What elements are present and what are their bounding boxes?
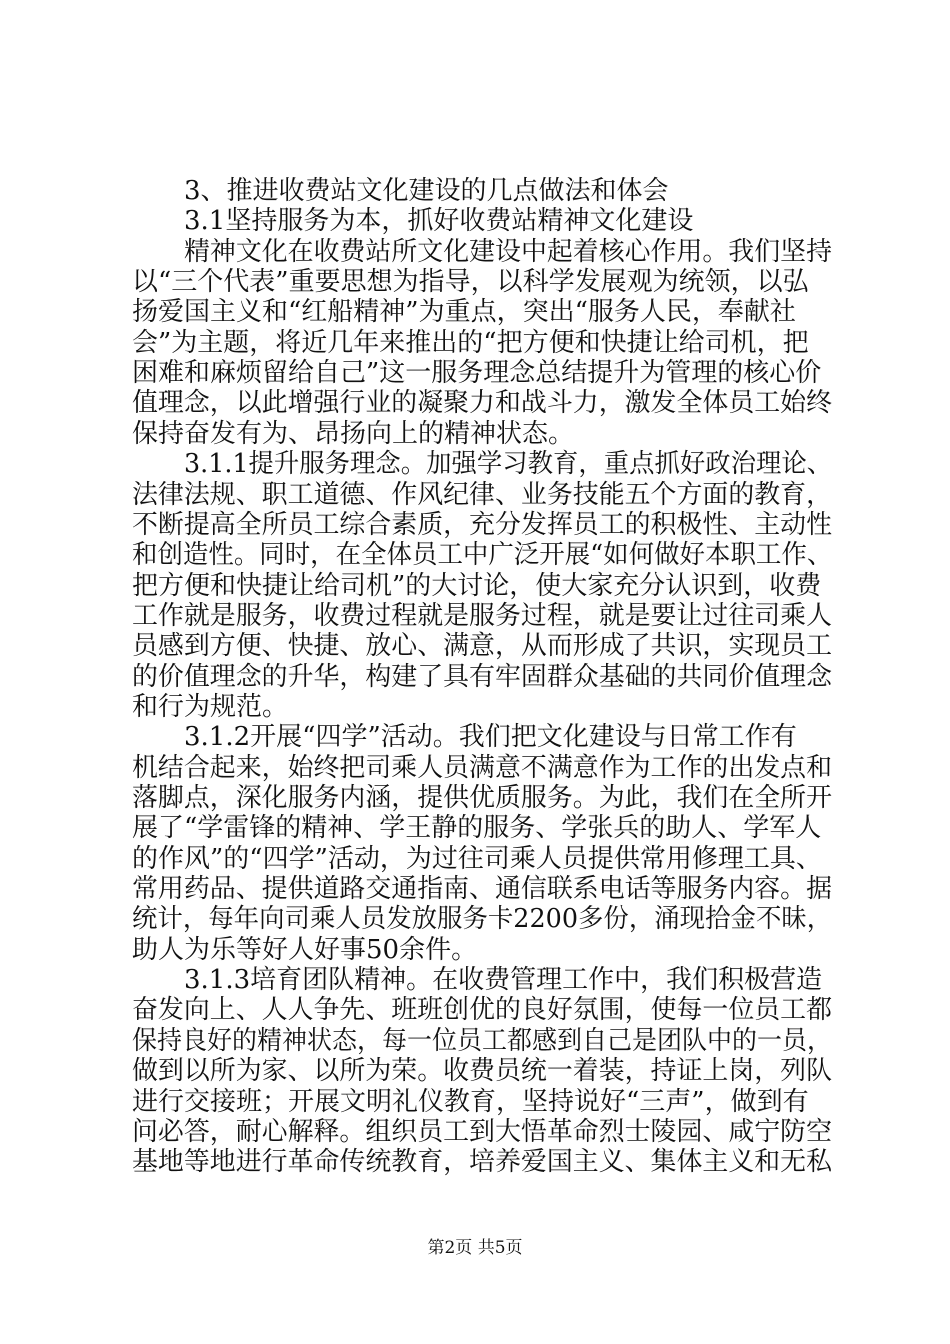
section-heading-line: 3.1坚持服务为本，抓好收费站精神文化建设 [184, 206, 694, 237]
paragraph-line: 3.1.3培育团队精神。在收费管理工作中，我们积极营造 [184, 965, 823, 996]
paragraph-line: 精神文化在收费站所文化建设中起着核心作用。我们坚持 [184, 236, 833, 267]
paragraph-line: 奋发向上、人人争先、班班创优的良好氛围，使每一位员工都 [132, 995, 833, 1026]
paragraph-line: 困难和麻烦留给自己”这一服务理念总结提升为管理的核心价 [132, 358, 822, 389]
paragraph-line: 员感到方便、快捷、放心、满意，从而形成了共识，实现员工 [132, 631, 833, 662]
paragraph-line: 机结合起来，始终把司乘人员满意不满意作为工作的出发点和 [132, 752, 833, 783]
paragraph-line: 和行为规范。 [132, 691, 289, 722]
paragraph-line: 展了“学雷锋的精神、学王静的服务、学张兵的助人、学军人 [132, 813, 822, 844]
paragraph-line: 做到以所为家、以所为荣。收费员统一着装，持证上岗，列队 [132, 1056, 833, 1087]
paragraph-line: 以“三个代表”重要思想为指导，以科学发展观为统领，以弘 [132, 267, 809, 298]
paragraph-line: 统计，每年向司乘人员发放服务卡2200多份，涌现拾金不昧， [132, 904, 833, 935]
paragraph-line: 问必答，耐心解释。组织员工到大悟革命烈士陵园、咸宁防空 [132, 1116, 833, 1147]
paragraph-line: 法律法规、职工道德、作风纪律、业务技能五个方面的教育， [132, 479, 833, 510]
paragraph-line: 工作就是服务，收费过程就是服务过程，就是要让过往司乘人 [132, 600, 833, 631]
paragraph-line: 和创造性。同时，在全体员工中广泛开展“如何做好本职工作、 [132, 540, 833, 571]
paragraph-line: 会”为主题，将近几年来推出的“把方便和快捷让给司机，把 [132, 327, 809, 358]
paragraph-line: 3.1.2开展“四学”活动。我们把文化建设与日常工作有 [184, 722, 797, 753]
paragraph-line: 保持良好的精神状态，每一位员工都感到自己是团队中的一员， [132, 1025, 832, 1056]
paragraph-line: 常用药品、提供道路交通指南、通信联系电话等服务内容。据 [132, 874, 833, 905]
paragraph-line: 3.1.1提升服务理念。加强学习教育，重点抓好政治理论、 [184, 449, 833, 480]
paragraph-line: 扬爱国主义和“红船精神”为重点，突出“服务人民，奉献社 [132, 297, 796, 328]
paragraph-line: 的作风”的“四学”活动，为过往司乘人员提供常用修理工具、 [132, 843, 822, 874]
paragraph-line: 进行交接班；开展文明礼仪教育，坚持说好“三声”，做到有 [132, 1086, 809, 1117]
paragraph-line: 保持奋发有为、昂扬向上的精神状态。 [132, 418, 575, 449]
page-footer: 第2页 共5页 [427, 1238, 523, 1258]
paragraph-line: 值理念，以此增强行业的凝聚力和战斗力，激发全体员工始终 [132, 388, 833, 419]
paragraph-line: 落脚点，深化服务内涵，提供优质服务。为此，我们在全所开 [132, 783, 833, 813]
section-heading-line: 3、推进收费站文化建设的几点做法和体会 [184, 176, 669, 206]
paragraph-line: 基地等地进行革命传统教育，培养爱国主义、集体主义和无私 [132, 1147, 833, 1178]
paragraph-line: 的价值理念的升华，构建了具有牢固群众基础的共同价值理念 [132, 661, 833, 692]
paragraph-line: 不断提高全所员工综合素质，充分发挥员工的积极性、主动性 [132, 509, 833, 540]
paragraph-line: 助人为乐等好人好事50余件。 [132, 934, 478, 965]
paragraph-line: 把方便和快捷让给司机”的大讨论，使大家充分认识到，收费 [132, 570, 822, 601]
